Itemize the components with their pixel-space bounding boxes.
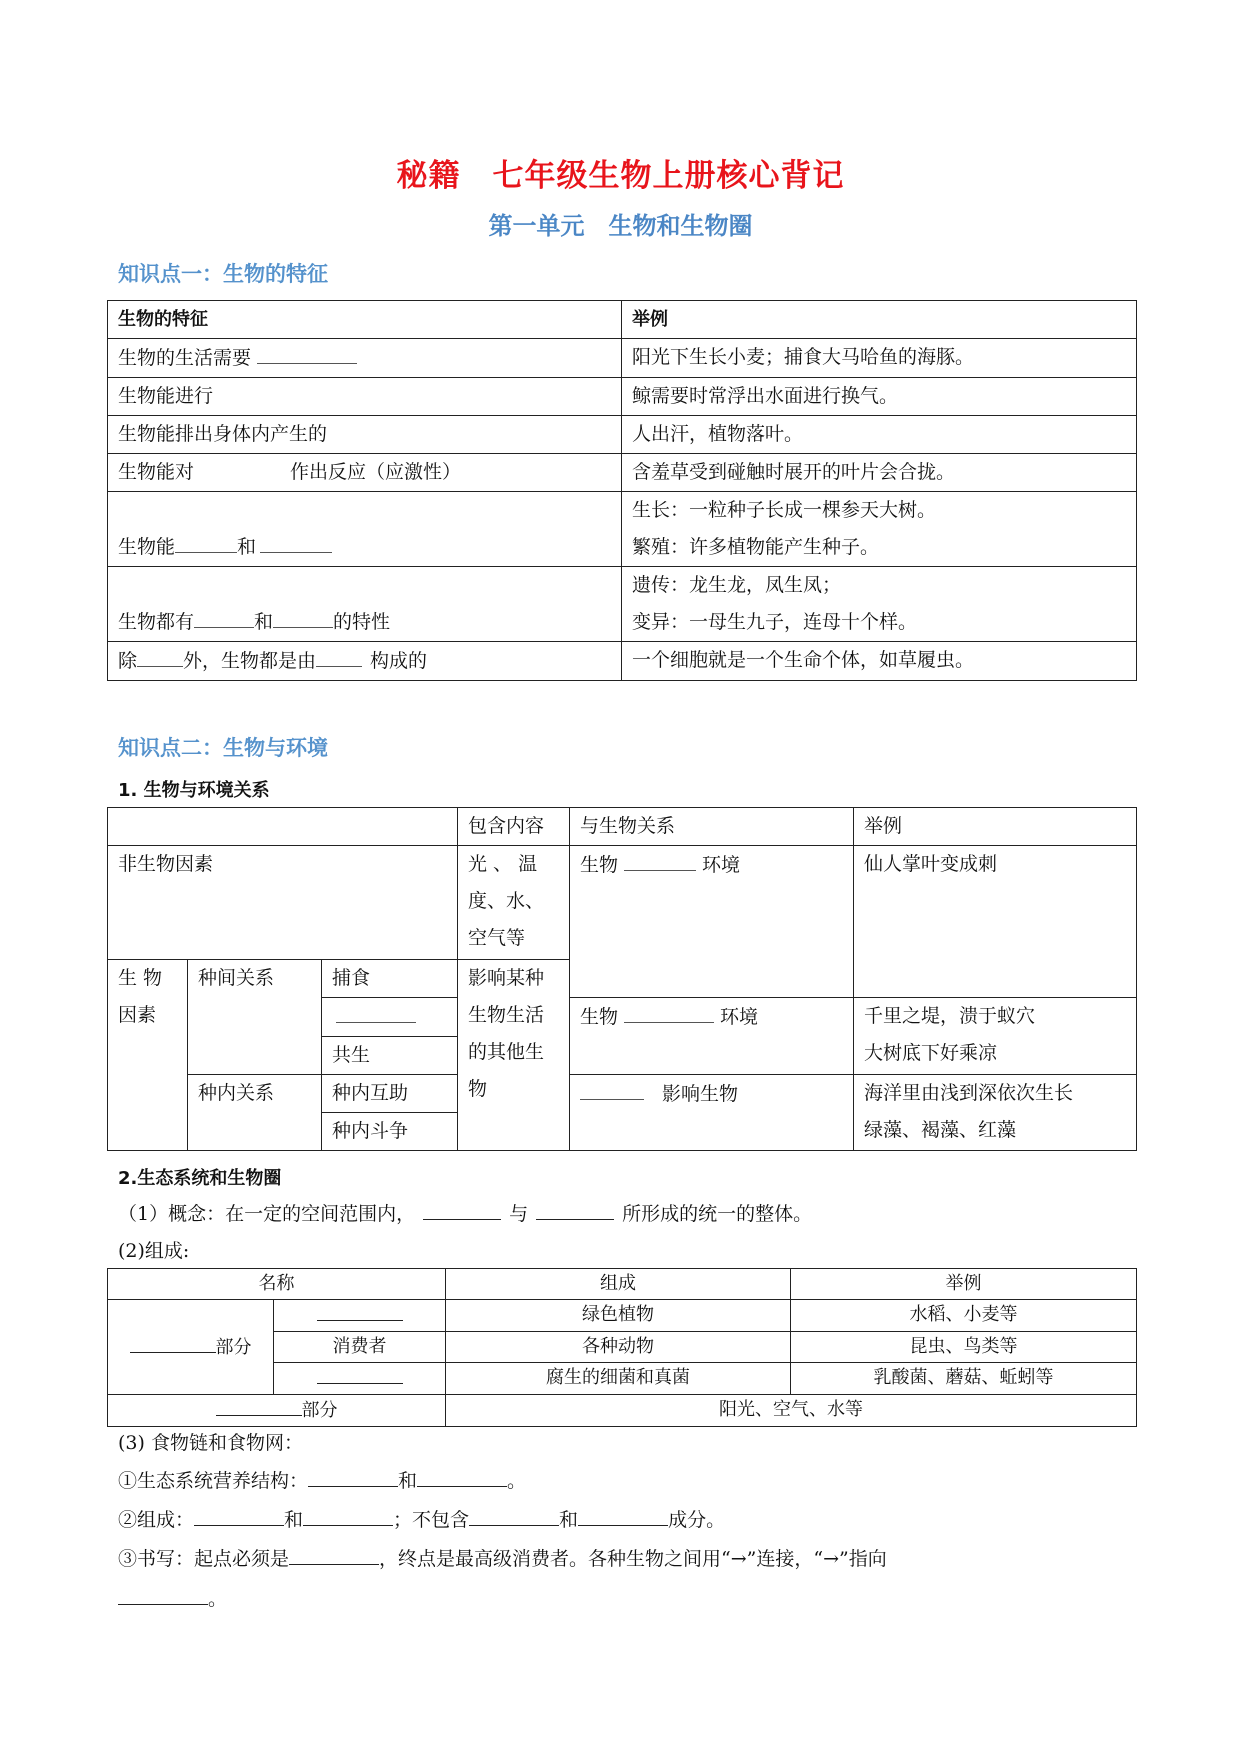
relation-3: 影响生物 [570, 1075, 854, 1151]
predation: 捕食 [322, 960, 458, 998]
blank [257, 339, 357, 364]
intraspecies: 种内关系 [188, 1075, 322, 1151]
blank-cell [322, 998, 458, 1037]
table-row [108, 567, 1137, 642]
blank [417, 1466, 507, 1487]
abiotic-part: 部分 [108, 1395, 446, 1427]
blank [316, 642, 362, 667]
fill-line-1: ①生态系统营养结构： 和 。 [118, 1466, 526, 1496]
header-example: 举例 [854, 808, 1137, 846]
blank [536, 1199, 614, 1220]
cell-example: 生长：一粒种子长成一棵参天大树。 繁殖：许多植物能产生种子。 [622, 492, 1137, 567]
mutual-aid: 种内互助 [322, 1075, 458, 1113]
cell-feature: 除 外，生物都是由 构成的 [108, 642, 622, 681]
blank [194, 603, 254, 628]
table-row [108, 808, 1137, 846]
concept-line: （1）概念：在一定的空间范围内， 与 所形成的统一的整体。 [118, 1199, 812, 1229]
abiotic-content: 光 、 温度、水、空气等 [458, 846, 570, 960]
cell-example: 一个细胞就是一个生命个体，如草履虫。 [622, 642, 1137, 681]
table-row [108, 301, 1137, 339]
empty-cell [108, 808, 458, 846]
table-row [108, 454, 1137, 492]
blank [303, 1505, 393, 1526]
blank [580, 1075, 644, 1100]
features-table [107, 300, 1137, 681]
interspecies: 种间关系 [188, 960, 322, 1075]
competition: 种内斗争 [322, 1113, 458, 1151]
cell-example: 含羞草受到碰触时展开的叶片会合拢。 [622, 454, 1137, 492]
blank-cell [274, 1363, 446, 1395]
ex-decomposers: 乳酸菌、蘑菇、蚯蚓等 [791, 1363, 1137, 1395]
blank [194, 1505, 284, 1526]
blank [260, 528, 332, 553]
section-heading: 1. 生物与环境关系 [118, 780, 270, 801]
relation-1: 生物 环境 [570, 846, 854, 998]
header-example: 举例 [791, 1269, 1137, 1300]
blank [469, 1505, 559, 1526]
cell-feature: 生物能 和 [108, 492, 622, 567]
table-row [108, 1075, 1137, 1113]
table-row [108, 339, 1137, 378]
table-row [108, 416, 1137, 454]
blank [624, 998, 714, 1023]
header-relation: 与生物关系 [570, 808, 854, 846]
header-composition: 组成 [446, 1269, 791, 1300]
blank-cell [274, 1300, 446, 1332]
blank [336, 998, 416, 1023]
cell-example: 鲸需要时常浮出水面进行换气。 [622, 378, 1137, 416]
abiotic-factor: 非生物因素 [108, 846, 458, 960]
header-name: 名称 [108, 1269, 446, 1300]
composition-table [107, 1268, 1137, 1427]
environment-table [107, 807, 1137, 1151]
table-row [108, 492, 1137, 567]
cell-feature: 生物的生活需要 [108, 339, 622, 378]
blank [118, 1584, 208, 1605]
table-row [108, 642, 1137, 681]
ex-animals: 昆虫、鸟类等 [791, 1332, 1137, 1363]
blank [624, 846, 696, 871]
table-row [108, 1300, 1137, 1332]
page-title: 秘籍 七年级生物上册核心背记 [396, 158, 845, 194]
consumer: 消费者 [274, 1332, 446, 1363]
blank [317, 1300, 403, 1321]
symbiosis: 共生 [322, 1037, 458, 1075]
cell-example: 阳光下生长小麦；捕食大马哈鱼的海豚。 [622, 339, 1137, 378]
food-chain-heading: (3) 食物链和食物网： [118, 1432, 303, 1454]
unit-title: 第一单元 生物和生物圈 [488, 212, 753, 240]
animals: 各种动物 [446, 1332, 791, 1363]
blank [289, 1544, 379, 1565]
composition-label: (2)组成: [118, 1240, 190, 1262]
relation-2: 生物 环境 [570, 998, 854, 1075]
blank [317, 1363, 403, 1384]
fill-line-4: 。 [118, 1584, 227, 1614]
cell-feature: 生物都有 和 的特性 [108, 567, 622, 642]
header-content: 包含内容 [458, 808, 570, 846]
ex-plants: 水稻、小麦等 [791, 1300, 1137, 1332]
biotic-content: 影响某种生物生活的其他生物 [458, 960, 570, 1151]
fill-line-2: ②组成： 和 ；不包含 和 成分。 [118, 1505, 725, 1535]
blank [273, 603, 333, 628]
fill-line-3: ③书写：起点必须是 ，终点是最高级消费者。各种生物之间用“→”连接，“→”指向 [118, 1544, 1138, 1574]
biotic-factor: 生 物因素 [108, 960, 188, 1151]
table-row [108, 1395, 1137, 1427]
blank [423, 1199, 501, 1220]
blank [175, 528, 237, 553]
example-3: 海洋里由浅到深依次生长 绿藻、褐藻、红藻 [854, 1075, 1137, 1151]
kp1-heading: 知识点一：生物的特征 [118, 262, 328, 286]
blank [216, 1395, 302, 1416]
header-example: 举例 [622, 301, 1137, 339]
cell-feature: 生物能进行 [108, 378, 622, 416]
example-1: 仙人掌叶变成刺 [854, 846, 1137, 998]
table-row [108, 846, 1137, 960]
table-row [108, 1269, 1137, 1300]
biotic-part: 部分 [108, 1300, 274, 1395]
header-feature: 生物的特征 [108, 301, 622, 339]
blank [130, 1332, 216, 1353]
table-row [108, 378, 1137, 416]
blank [578, 1505, 668, 1526]
decomposers: 腐生的细菌和真菌 [446, 1363, 791, 1395]
blank [308, 1466, 398, 1487]
section-heading: 2.生态系统和生物圈 [118, 1168, 282, 1189]
blank [137, 642, 183, 667]
cell-feature: 生物能对 作出反应（应激性） [108, 454, 622, 492]
green-plants: 绿色植物 [446, 1300, 791, 1332]
cell-example: 遗传：龙生龙，凤生凤； 变异：一母生九子，连母十个样。 [622, 567, 1137, 642]
example-2: 千里之堤，溃于蚁穴 大树底下好乘凉 [854, 998, 1137, 1075]
kp2-heading: 知识点二：生物与环境 [118, 736, 328, 760]
cell-example: 人出汗，植物落叶。 [622, 416, 1137, 454]
abiotic-items: 阳光、空气、水等 [446, 1395, 1137, 1427]
cell-feature: 生物能排出身体内产生的 [108, 416, 622, 454]
